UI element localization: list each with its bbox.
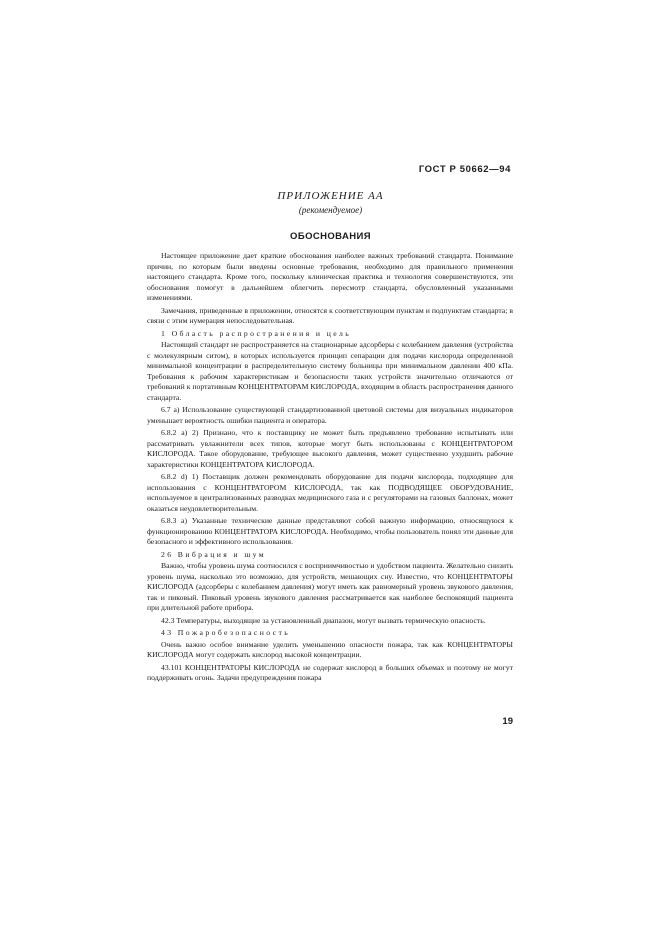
section-title-scope: 1 Область распространения и цель bbox=[161, 328, 352, 338]
paragraph-6-7: 6.7 а) Использование существующей стандартизованной цветовой системы для визуальных индикаторов уменьшает вероятность ошибки пациента и оператора. bbox=[147, 405, 513, 425]
appendix-title: ПРИЛОЖЕНИЕ АА bbox=[277, 190, 384, 202]
paragraph-remarks: Замечания, приведенные в приложении, относятся к соответствующим пунктам и подпунктам стандарта; в связи с этим нумерация непоследовательная. bbox=[147, 305, 513, 325]
paragraph-42-3: 42.3 Температуры, выходящие за установленный диапазон, могут вызвать термическую опасность. bbox=[161, 615, 486, 625]
standard-code: ГОСТ Р 50662—94 bbox=[418, 164, 511, 175]
paragraph-6-8-2-d: 6.8.2 d) 1) Поставщик должен рекомендовать оборудование для подачи кислорода, подходящее для использования с КОНЦЕНТРАТОРОМ КИСЛОРОДА, так как ПОДВОДЯЩЕЕ ОБОРУДОВАНИЕ, используемое в централизованных разводках медицинского газа и с регуляторами на газовых баллонах, может оказаться неудовлетворительным. bbox=[147, 472, 513, 513]
paragraph-scope: Настоящий стандарт не распространяется на стационарные адсорберы с колебанием давления (устройства с молекулярным ситом), в которых используется принцип сепарации для подачи кислорода определенной минимальной концентрации в распределительную систему больницы при минимальном давлении 400 кПа. Требования к рабочим характеристикам и безопасности таких устройств значительно отличаются от требований к портативным КОНЦЕНТРАТОРАМ КИСЛОРОДА, входящим в область распространения данного стандарта. bbox=[147, 340, 513, 402]
appendix-subtitle: (рекомендуемое) bbox=[298, 205, 363, 215]
paragraph-intro: Настоящее приложение дает краткие обоснования наиболее важных требований стандарта. Понимание причин, по которым были введены основные требования, необходимо для правильного применения настоящего стандарта. Кроме того, поскольку клиническая практика и технология совершенствуются, эти обоснования помогут в дальнейшем облегчить пересмотр стандарта, обусловленный указанными изменениями. bbox=[147, 251, 513, 302]
paragraph-43-101: 43.101 КОНЦЕНТРАТОРЫ КИСЛОРОДА не содержат кислород в больших объемах и поэтому не могут поддерживать огонь. Задачи предупреждения пожара bbox=[147, 662, 513, 682]
paragraph-6-8-3: 6.8.3 а) Указанные технические данные представляют собой важную информацию, относящуюся к функционированию КОНЦЕНТРАТОРА КИСЛОРОДА. Необходимо, чтобы пользователь понял эти данные для безопасного и эффективного использования. bbox=[147, 516, 513, 546]
section-title-fire: 43 Пожаробезопасность bbox=[161, 628, 291, 637]
section-title-vibration: 26 Вибрация и шум bbox=[161, 549, 267, 559]
paragraph-noise: Важно, чтобы уровень шума соотносился с восприимчивостью и удобством пациента. Желательно снизить уровень шума, насколько это возможно, для устройств, мешающих сну. Известно, что КОНЦЕНТРАТОРЫ КИСЛОРОДА (адсорберы с колебанием давления) могут иметь как равномерный уровень звукового давления, так и пиковый. Пиковый уровень звукового давления рассматривается как наиболее беспокоящий пациента при длительной работе прибора. bbox=[147, 561, 513, 612]
paragraph-fire: Очень важно особое внимание уделить уменьшению опасности пожара, так как КОНЦЕНТРАТОРЫ КИСЛОРОДА могут содержать кислород высокой концентрации. bbox=[147, 639, 513, 659]
body-text bbox=[147, 251, 513, 686]
page-number: 19 bbox=[502, 716, 513, 727]
paragraph-6-8-2-a: 6.8.2 а) 2) Признано, что к поставщику не может быть предъявлено требование испытывать или рассматривать увлажнители всех типов, которые могут быть использованы с КОНЦЕНТРАТОРОМ КИСЛОРОДА. Такое оборудование, требующее высокого давления, может существенно ухудшить рабочие характеристики КОНЦЕНТРАТОРА КИСЛОРОДА. bbox=[147, 428, 513, 469]
section-heading: ОБОСНОВАНИЯ bbox=[290, 231, 371, 242]
